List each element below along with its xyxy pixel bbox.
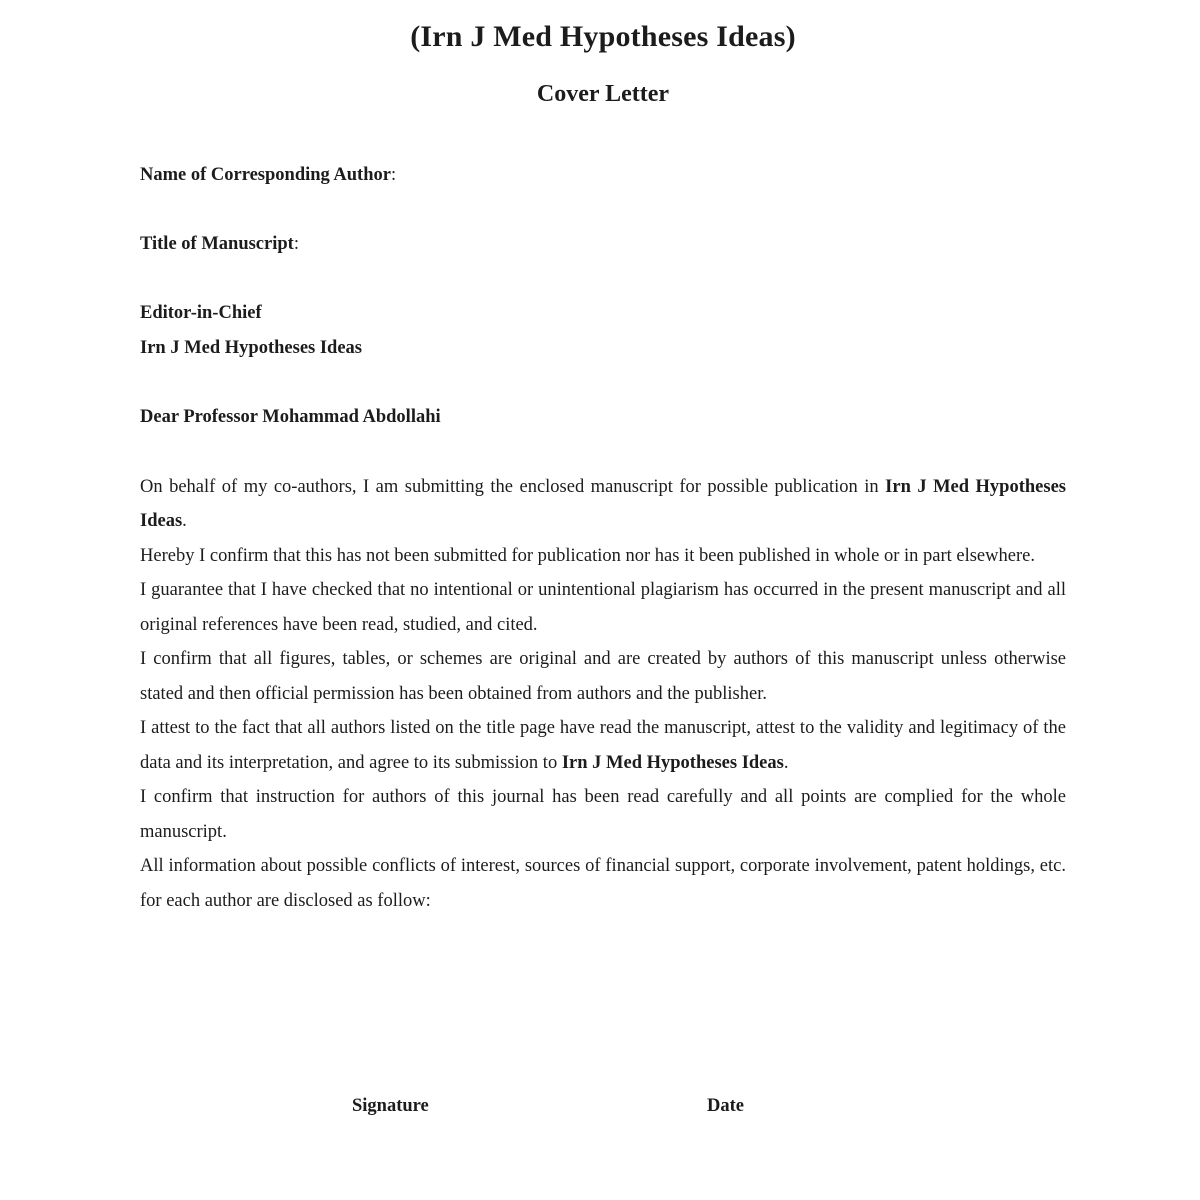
- body-paragraph: [140, 711, 1066, 780]
- recipient-block: [140, 296, 1066, 365]
- letter-body: [140, 470, 1066, 919]
- body-paragraph: [140, 470, 1066, 539]
- corresponding-author-label: Name of Corresponding Author: [140, 165, 391, 185]
- body-paragraph: [140, 642, 1066, 711]
- body-paragraph: [140, 573, 1066, 642]
- journal-title: (Irn J Med Hypotheses Ideas): [410, 20, 796, 53]
- manuscript-title-field: [140, 227, 1066, 262]
- signature-row: [140, 1096, 1066, 1130]
- manuscript-title-colon: :: [293, 233, 299, 254]
- paragraph-text: Hereby I confirm that this has not been submitted for publication nor has it been published in whole or in part elsewhere.: [140, 545, 1035, 566]
- document-title: Cover Letter: [536, 81, 670, 107]
- paragraph-text: .: [182, 511, 187, 531]
- journal-name-bold: Irn J Med Hypotheses Ideas: [140, 476, 1066, 531]
- paragraph-text: .: [783, 752, 789, 773]
- paragraph-text: I confirm that all figures, tables, or schemes are original and are created by authors of this manuscript unless otherwise stated and then official permission has been obtained from authors and the publisher.: [140, 649, 1066, 704]
- body-paragraph: [140, 539, 1066, 574]
- paragraph-text: On behalf of my co-authors, I am submitting the enclosed manuscript for possible publication in: [140, 476, 886, 497]
- body-paragraph: [140, 849, 1066, 918]
- paragraph-text: All information about possible conflicts of interest, sources of financial support, corporate involvement, patent holdings, etc. for each author are disclosed as follow:: [140, 856, 1066, 911]
- recipient-journal-name: Irn J Med Hypotheses Ideas: [140, 337, 363, 358]
- corresponding-author-field: [140, 158, 1066, 193]
- signature-label: Signature: [352, 1096, 429, 1116]
- body-paragraph: [140, 780, 1066, 849]
- paragraph-text: I guarantee that I have checked that no intentional or unintentional plagiarism has occurred in the present manuscript and all original references have been read, studied, and cited.: [140, 580, 1066, 635]
- paragraph-text: I confirm that instruction for authors of this journal has been read carefully and all points are complied for the whole manuscript.: [140, 787, 1066, 842]
- editor-title: Editor-in-Chief: [140, 303, 262, 323]
- corresponding-author-colon: :: [390, 165, 397, 185]
- paragraph-text: I attest to the fact that all authors listed on the title page have read the manuscript, attest to the validity and legitimacy of the data and its interpretation, and agree to its submission to: [140, 718, 1066, 773]
- journal-name-bold: Irn J Med Hypotheses Ideas: [561, 752, 784, 773]
- document-content: [140, 0, 1066, 918]
- salutation: Dear Professor Mohammad Abdollahi: [140, 407, 441, 427]
- manuscript-title-label: Title of Manuscript: [140, 233, 294, 254]
- date-label: Date: [707, 1096, 744, 1116]
